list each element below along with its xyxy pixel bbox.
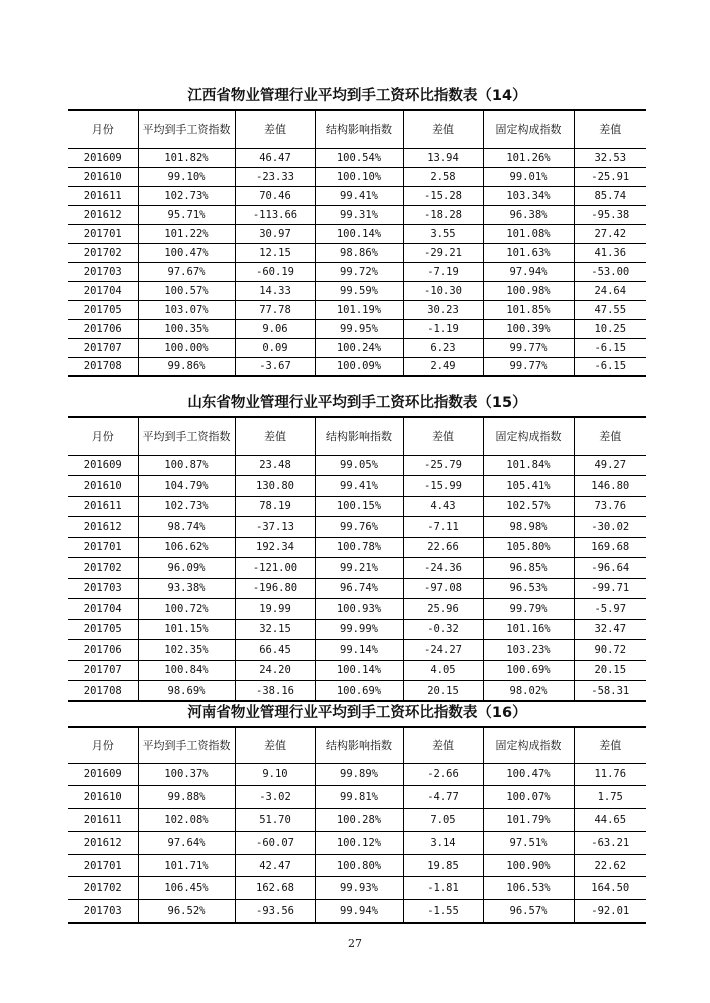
table-cell: 100.15% — [315, 496, 403, 517]
table-cell: -18.28 — [403, 205, 483, 224]
table-cell: 100.12% — [315, 831, 403, 854]
table-cell: 101.63% — [483, 243, 574, 262]
table-cell: 51.70 — [235, 809, 315, 832]
column-header: 差值 — [574, 110, 646, 148]
table-cell: 99.86% — [138, 357, 235, 376]
table-cell: -25.91 — [574, 167, 646, 186]
table-row — [68, 496, 646, 517]
table-cell: 201708 — [68, 357, 138, 376]
table-cell: 201705 — [68, 300, 138, 319]
table-cell: 102.57% — [483, 496, 574, 517]
table-row — [68, 578, 646, 599]
table-cell: 0.09 — [235, 338, 315, 357]
table-cell: 100.54% — [315, 148, 403, 167]
table-cell: 27.42 — [574, 224, 646, 243]
table-cell: 100.14% — [315, 660, 403, 681]
table-cell: 46.47 — [235, 148, 315, 167]
table-cell: 100.98% — [483, 281, 574, 300]
table-cell: 30.23 — [403, 300, 483, 319]
table-cell: 7.05 — [403, 809, 483, 832]
table-cell: 6.23 — [403, 338, 483, 357]
table-cell: -7.11 — [403, 517, 483, 538]
page-number: 27 — [348, 937, 362, 950]
table-cell: 96.52% — [138, 900, 235, 923]
table-cell: 100.69% — [483, 660, 574, 681]
column-header: 差值 — [403, 417, 483, 455]
table-cell: 201612 — [68, 831, 138, 854]
table-row — [68, 619, 646, 640]
table-row — [68, 537, 646, 558]
table-cell: 99.89% — [315, 763, 403, 786]
table-cell: 99.79% — [483, 599, 574, 620]
table-cell: 100.39% — [483, 319, 574, 338]
table-cell: 201703 — [68, 900, 138, 923]
table-cell: 100.07% — [483, 786, 574, 809]
table-cell: -30.02 — [574, 517, 646, 538]
table-cell: -2.66 — [403, 763, 483, 786]
table-cell: 97.64% — [138, 831, 235, 854]
column-header: 差值 — [235, 417, 315, 455]
table-row — [68, 167, 646, 186]
table-cell: 99.41% — [315, 476, 403, 497]
table-cell: -3.02 — [235, 786, 315, 809]
table-cell: 11.76 — [574, 763, 646, 786]
table-cell: 201708 — [68, 681, 138, 702]
table-cell: 9.06 — [235, 319, 315, 338]
table-cell: 47.55 — [574, 300, 646, 319]
column-header: 平均到手工资指数 — [138, 417, 235, 455]
table-cell: 201705 — [68, 619, 138, 640]
index-table — [68, 726, 646, 924]
table-cell: 100.84% — [138, 660, 235, 681]
table-cell: 102.08% — [138, 809, 235, 832]
table-cell: 98.98% — [483, 517, 574, 538]
column-header: 月份 — [68, 417, 138, 455]
table-cell: 146.80 — [574, 476, 646, 497]
table-cell: 201706 — [68, 640, 138, 661]
table-cell: 49.27 — [574, 455, 646, 476]
table-cell: 100.28% — [315, 809, 403, 832]
table-cell: 32.47 — [574, 619, 646, 640]
table-cell: 93.38% — [138, 578, 235, 599]
table-cell: 101.79% — [483, 809, 574, 832]
table-cell: 2.58 — [403, 167, 483, 186]
table-cell: 44.65 — [574, 809, 646, 832]
table-cell: 201706 — [68, 319, 138, 338]
table-row — [68, 319, 646, 338]
table-cell: 101.16% — [483, 619, 574, 640]
table-cell: 100.72% — [138, 599, 235, 620]
table-cell: 20.15 — [574, 660, 646, 681]
table-cell: 201704 — [68, 599, 138, 620]
column-header: 结构影响指数 — [315, 110, 403, 148]
table-cell: 20.15 — [403, 681, 483, 702]
table-cell: 100.90% — [483, 854, 574, 877]
table-cell: 201609 — [68, 455, 138, 476]
table-cell: 97.94% — [483, 262, 574, 281]
table-cell: 201707 — [68, 660, 138, 681]
table-cell: 90.72 — [574, 640, 646, 661]
table-cell: 192.34 — [235, 537, 315, 558]
table-cell: -63.21 — [574, 831, 646, 854]
table-cell: -23.33 — [235, 167, 315, 186]
table-cell: -7.19 — [403, 262, 483, 281]
table-cell: 12.15 — [235, 243, 315, 262]
table-cell: 103.34% — [483, 186, 574, 205]
table-cell: -196.80 — [235, 578, 315, 599]
column-header: 差值 — [574, 417, 646, 455]
table-cell: 100.78% — [315, 537, 403, 558]
column-header: 固定构成指数 — [483, 110, 574, 148]
column-header: 差值 — [574, 727, 646, 763]
table-cell: 99.95% — [315, 319, 403, 338]
table-cell: 30.97 — [235, 224, 315, 243]
table-cell: 101.15% — [138, 619, 235, 640]
table-row — [68, 148, 646, 167]
table-cell: 97.67% — [138, 262, 235, 281]
table-cell: 201610 — [68, 786, 138, 809]
table-row — [68, 599, 646, 620]
table-cell: 99.93% — [315, 877, 403, 900]
table-cell: 102.73% — [138, 186, 235, 205]
table-cell: 101.08% — [483, 224, 574, 243]
table-cell: -121.00 — [235, 558, 315, 579]
table-cell: 14.33 — [235, 281, 315, 300]
table-row — [68, 300, 646, 319]
table-title: 江西省物业管理行业平均到手工资环比指数表（14） — [187, 88, 527, 104]
table-cell: 97.51% — [483, 831, 574, 854]
table-cell: 95.71% — [138, 205, 235, 224]
table-cell: 100.47% — [483, 763, 574, 786]
column-header: 差值 — [403, 110, 483, 148]
table-cell: -6.15 — [574, 357, 646, 376]
table-row — [68, 900, 646, 923]
table-cell: 98.74% — [138, 517, 235, 538]
table-cell: -10.30 — [403, 281, 483, 300]
table-cell: -53.00 — [574, 262, 646, 281]
table-cell: 100.09% — [315, 357, 403, 376]
table-cell: 201704 — [68, 281, 138, 300]
column-header: 差值 — [403, 727, 483, 763]
table-section-henan — [68, 703, 646, 924]
table-cell: 99.72% — [315, 262, 403, 281]
table-title: 河南省物业管理行业平均到手工资环比指数表（16） — [187, 705, 527, 721]
table-cell: 32.53 — [574, 148, 646, 167]
table-cell: 24.20 — [235, 660, 315, 681]
table-cell: 99.94% — [315, 900, 403, 923]
table-cell: -38.16 — [235, 681, 315, 702]
table-cell: 99.41% — [315, 186, 403, 205]
table-cell: -1.19 — [403, 319, 483, 338]
table-row — [68, 831, 646, 854]
table-cell: 19.85 — [403, 854, 483, 877]
table-cell: 100.37% — [138, 763, 235, 786]
table-cell: 100.24% — [315, 338, 403, 357]
table-cell: -5.97 — [574, 599, 646, 620]
table-cell: 169.68 — [574, 537, 646, 558]
table-cell: 25.96 — [403, 599, 483, 620]
table-cell: 101.22% — [138, 224, 235, 243]
table-cell: 32.15 — [235, 619, 315, 640]
column-header: 结构影响指数 — [315, 727, 403, 763]
table-cell: 13.94 — [403, 148, 483, 167]
table-cell: 130.80 — [235, 476, 315, 497]
table-row — [68, 854, 646, 877]
table-row — [68, 640, 646, 661]
table-row — [68, 224, 646, 243]
table-row — [68, 243, 646, 262]
table-cell: -0.32 — [403, 619, 483, 640]
table-cell: 100.57% — [138, 281, 235, 300]
table-cell: -1.81 — [403, 877, 483, 900]
table-cell: -58.31 — [574, 681, 646, 702]
table-cell: 201609 — [68, 148, 138, 167]
column-header: 平均到手工资指数 — [138, 110, 235, 148]
table-cell: 99.77% — [483, 357, 574, 376]
table-row — [68, 660, 646, 681]
table-cell: 106.62% — [138, 537, 235, 558]
table-cell: -29.21 — [403, 243, 483, 262]
table-cell: 201609 — [68, 763, 138, 786]
table-cell: 101.82% — [138, 148, 235, 167]
table-cell: 101.71% — [138, 854, 235, 877]
table-cell: 101.85% — [483, 300, 574, 319]
table-cell: 201702 — [68, 558, 138, 579]
table-cell: 201703 — [68, 578, 138, 599]
table-cell: 201611 — [68, 186, 138, 205]
table-cell: 70.46 — [235, 186, 315, 205]
table-cell: 100.35% — [138, 319, 235, 338]
table-cell: 102.73% — [138, 496, 235, 517]
table-cell: 105.41% — [483, 476, 574, 497]
table-cell: 201703 — [68, 262, 138, 281]
table-row — [68, 877, 646, 900]
table-cell: -60.07 — [235, 831, 315, 854]
table-cell: 99.88% — [138, 786, 235, 809]
table-cell: -1.55 — [403, 900, 483, 923]
table-cell: 201702 — [68, 877, 138, 900]
table-cell: 4.05 — [403, 660, 483, 681]
table-cell: 105.80% — [483, 537, 574, 558]
table-title: 山东省物业管理行业平均到手工资环比指数表（15） — [187, 395, 527, 411]
table-cell: 98.69% — [138, 681, 235, 702]
table-cell: -15.28 — [403, 186, 483, 205]
table-cell: 164.50 — [574, 877, 646, 900]
table-cell: 102.35% — [138, 640, 235, 661]
table-cell: -6.15 — [574, 338, 646, 357]
table-cell: 3.14 — [403, 831, 483, 854]
table-cell: 201701 — [68, 854, 138, 877]
table-cell: 24.64 — [574, 281, 646, 300]
table-cell: 96.74% — [315, 578, 403, 599]
table-cell: 106.53% — [483, 877, 574, 900]
table-cell: 103.07% — [138, 300, 235, 319]
table-cell: 100.69% — [315, 681, 403, 702]
table-cell: -99.71 — [574, 578, 646, 599]
column-header: 差值 — [235, 727, 315, 763]
table-cell: -15.99 — [403, 476, 483, 497]
table-cell: 99.77% — [483, 338, 574, 357]
table-row — [68, 809, 646, 832]
table-cell: 101.19% — [315, 300, 403, 319]
table-cell: 10.25 — [574, 319, 646, 338]
table-row — [68, 558, 646, 579]
table-cell: 78.19 — [235, 496, 315, 517]
table-cell: 1.75 — [574, 786, 646, 809]
table-row — [68, 205, 646, 224]
table-cell: -113.66 — [235, 205, 315, 224]
table-cell: 99.14% — [315, 640, 403, 661]
table-cell: 41.36 — [574, 243, 646, 262]
column-header: 差值 — [235, 110, 315, 148]
table-cell: 201611 — [68, 809, 138, 832]
table-cell: -3.67 — [235, 357, 315, 376]
table-cell: 100.47% — [138, 243, 235, 262]
index-table — [68, 109, 646, 377]
table-cell: 201610 — [68, 167, 138, 186]
table-row — [68, 681, 646, 702]
table-cell: 9.10 — [235, 763, 315, 786]
column-header: 月份 — [68, 727, 138, 763]
table-cell: 96.38% — [483, 205, 574, 224]
table-cell: 162.68 — [235, 877, 315, 900]
table-cell: 99.10% — [138, 167, 235, 186]
table-cell: -96.64 — [574, 558, 646, 579]
table-cell: 98.02% — [483, 681, 574, 702]
table-cell: 201701 — [68, 537, 138, 558]
table-cell: 104.79% — [138, 476, 235, 497]
table-cell: -93.56 — [235, 900, 315, 923]
table-row — [68, 517, 646, 538]
table-cell: 77.78 — [235, 300, 315, 319]
table-cell: -95.38 — [574, 205, 646, 224]
table-cell: 96.57% — [483, 900, 574, 923]
table-cell: 85.74 — [574, 186, 646, 205]
table-row — [68, 763, 646, 786]
table-cell: 99.99% — [315, 619, 403, 640]
table-row — [68, 786, 646, 809]
table-row — [68, 357, 646, 376]
table-cell: 103.23% — [483, 640, 574, 661]
table-cell: 99.31% — [315, 205, 403, 224]
table-cell: 101.84% — [483, 455, 574, 476]
table-cell: 19.99 — [235, 599, 315, 620]
table-section-shandong — [68, 393, 646, 702]
table-row — [68, 476, 646, 497]
table-cell: 73.76 — [574, 496, 646, 517]
table-cell: 201612 — [68, 517, 138, 538]
table-cell: -4.77 — [403, 786, 483, 809]
table-cell: 96.09% — [138, 558, 235, 579]
table-cell: 3.55 — [403, 224, 483, 243]
table-cell: 23.48 — [235, 455, 315, 476]
table-cell: 100.00% — [138, 338, 235, 357]
table-cell: 201707 — [68, 338, 138, 357]
table-cell: -24.27 — [403, 640, 483, 661]
column-header: 月份 — [68, 110, 138, 148]
table-cell: 99.05% — [315, 455, 403, 476]
table-cell: 42.47 — [235, 854, 315, 877]
table-cell: 100.80% — [315, 854, 403, 877]
table-cell: -24.36 — [403, 558, 483, 579]
table-cell: -37.13 — [235, 517, 315, 538]
index-table — [68, 416, 646, 702]
column-header: 平均到手工资指数 — [138, 727, 235, 763]
table-cell: 201702 — [68, 243, 138, 262]
table-cell: -97.08 — [403, 578, 483, 599]
table-cell: 106.45% — [138, 877, 235, 900]
table-cell: 100.87% — [138, 455, 235, 476]
table-cell: 99.76% — [315, 517, 403, 538]
table-cell: 201701 — [68, 224, 138, 243]
table-row — [68, 455, 646, 476]
column-header: 结构影响指数 — [315, 417, 403, 455]
table-cell: 99.01% — [483, 167, 574, 186]
column-header: 固定构成指数 — [483, 727, 574, 763]
header-row — [68, 417, 646, 455]
table-section-jiangxi — [68, 86, 646, 377]
table-cell: -92.01 — [574, 900, 646, 923]
table-cell: 2.49 — [403, 357, 483, 376]
table-cell: 96.53% — [483, 578, 574, 599]
table-cell: 4.43 — [403, 496, 483, 517]
table-cell: 100.14% — [315, 224, 403, 243]
table-cell: 66.45 — [235, 640, 315, 661]
table-cell: -25.79 — [403, 455, 483, 476]
table-cell: 96.85% — [483, 558, 574, 579]
table-row — [68, 338, 646, 357]
table-cell: 201610 — [68, 476, 138, 497]
table-cell: -60.19 — [235, 262, 315, 281]
table-cell: 201612 — [68, 205, 138, 224]
header-row — [68, 727, 646, 763]
table-row — [68, 186, 646, 205]
table-row — [68, 281, 646, 300]
table-row — [68, 262, 646, 281]
table-cell: 100.10% — [315, 167, 403, 186]
table-cell: 101.26% — [483, 148, 574, 167]
table-cell: 99.59% — [315, 281, 403, 300]
table-cell: 98.86% — [315, 243, 403, 262]
table-cell: 99.81% — [315, 786, 403, 809]
column-header: 固定构成指数 — [483, 417, 574, 455]
table-cell: 22.62 — [574, 854, 646, 877]
table-cell: 99.21% — [315, 558, 403, 579]
header-row — [68, 110, 646, 148]
table-cell: 201611 — [68, 496, 138, 517]
table-cell: 100.93% — [315, 599, 403, 620]
table-cell: 22.66 — [403, 537, 483, 558]
